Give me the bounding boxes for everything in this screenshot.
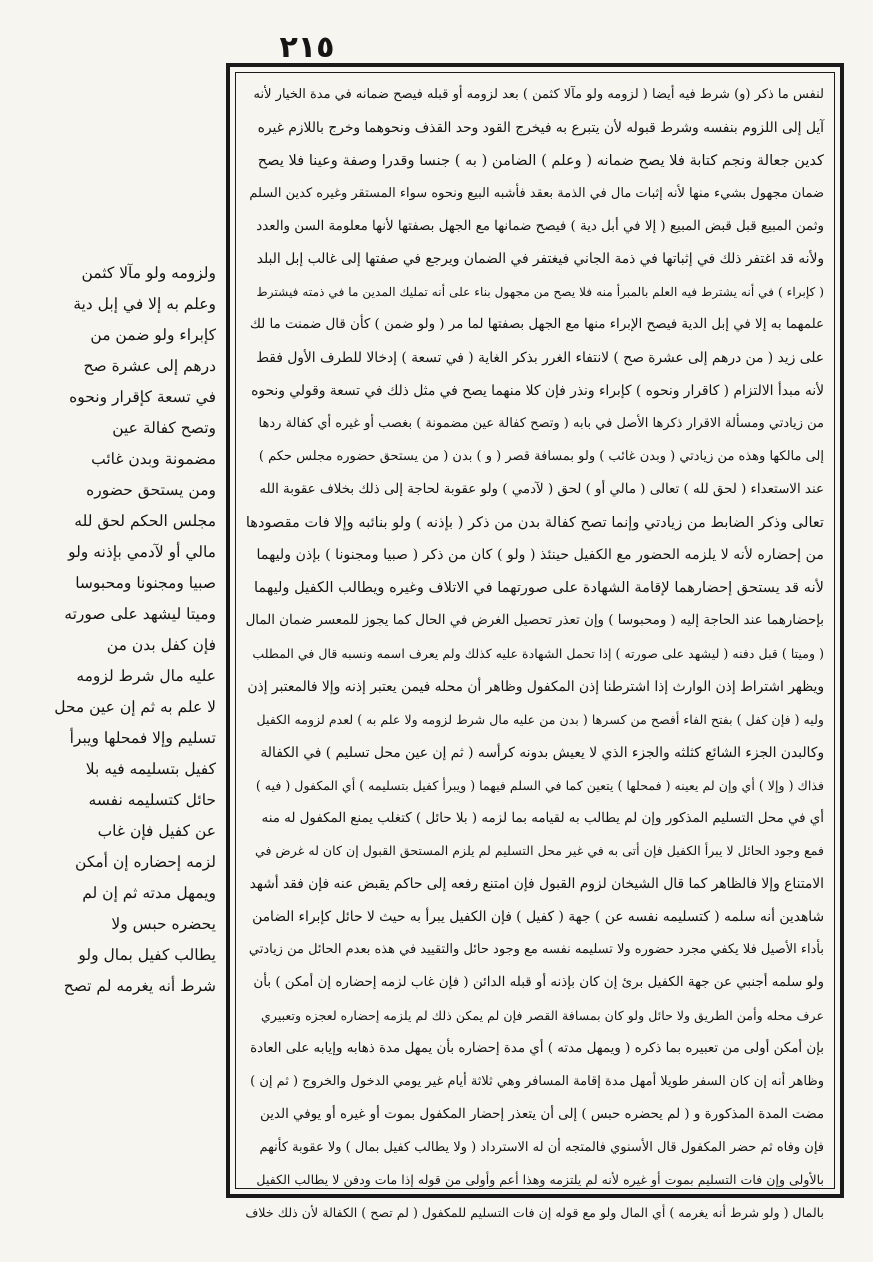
margin-text-line: وتصح كفالة عين	[112, 419, 216, 437]
margin-text-line: حائل كتسليمه نفسه	[88, 791, 216, 809]
main-text-line: بإن أمكن أولى من تعبيره بما ذكره ( ويمهل مدته ) أي مدة إحضاره بأن يمهل مدة ذهابه وإيابه على العادة	[250, 1040, 824, 1056]
margin-text-line: ويمهل مدته ثم إن لم	[82, 884, 216, 902]
main-text-line: ويظهر اشتراط إذن الوارث إذا اشترطنا إذن المكفول وظاهر أن محله فيمن يعتبر إذنه وإلا فالمعتبر إذن	[247, 679, 824, 696]
main-text-line: من إحضاره لأنه لا يلزمه الحضور مع الكفيل حينئذ ( ولو ) كان من ذكر ( صبيا ومجنونا ) بإذن وليهما	[256, 547, 824, 564]
main-text-line: ( وميتا ) قبل دفنه ( ليشهد على صورته ) إذا تحمل الشهادة عليه كذلك ولم يعرف اسمه ونسبه قال في المطلب	[252, 646, 824, 662]
main-text-line: عرف محله وأمن الطريق ولا حائل ولو كان بمسافة القصر فإن لم يمكن ذلك لم يلزمه إحضاره لعجزه وتعبيري	[261, 1007, 824, 1023]
main-text-line: أي في محل التسليم المذكور وإن لم يطالب به لقيامه بما لزمه ( بلا حائل ) كتغلب يمنع المكفول له منه	[261, 810, 824, 826]
main-text-line: بأداء الأصيل فلا يكفي مجرد حضوره ولا تسليمه نفسه مع وجود حائل والتقييد في هذه بعدم الحائل من زيادتي	[248, 942, 824, 958]
margin-text-line: كفيل بتسليمه فيه بلا	[85, 760, 216, 778]
main-text-line: تعالى وذكر الضابط من زيادتي وإنما تصح كفالة بدن من ذكر ( بإذنه ) ولو بنائبه وإلا فات مقصودها	[245, 513, 824, 531]
main-text-line: فمع وجود الحائل لا يبرأ الكفيل فإن أتى به في غير محل التسليم لم يلزم المستحق القبول إن كان له غرض في	[255, 843, 824, 859]
main-text-line: وظاهر أنه إن كان السفر طويلا أمهل مدة إقامة المسافر وهي ثلاثة أيام غير يومي الدخول والخروج ( ثم إن )	[250, 1073, 824, 1089]
margin-text-line: مضمونة وبدن غائب	[91, 450, 216, 468]
margin-text-line: كإبراء ولو ضمن من	[90, 326, 216, 344]
margin-text-line: مالي أو لآدمي بإذنه ولو	[68, 543, 216, 561]
margin-text-line: مجلس الحكم لحق لله	[74, 512, 216, 530]
main-text-line: شاهدين أنه سلمه ( كتسليمه نفسه عن ) جهة ( كفيل ) فإن الكفيل يبرأ به حيث لا حائل كإبراء الضامن	[252, 909, 824, 926]
main-text-line: ولأنه قد اغتفر ذلك في إثباتها في ذمة الجاني فيغتفر في الضمان ويرجع في صفتها إلى غالب إبل البلد	[256, 251, 824, 268]
margin-text-line: في تسعة كإقرار ونحوه	[69, 388, 216, 406]
main-text-line: من زيادتي ومسألة الاقرار ذكرها الأصل في بابه ( وتصح كفالة عين مضمونة ) بغصب أو غيره أي كفالة ردها	[258, 415, 824, 431]
margin-text-line: ومن يستحق حضوره	[86, 481, 216, 499]
main-text-line: بالأولى وإن فات التسليم بموت أو غيره لأنه لم يلتزمه وهذا أعم وأولى من قوله إذا مات ودفن لا يطالب الكفيل	[256, 1172, 824, 1188]
margin-text-line: عن كفيل فإن غاب	[97, 822, 216, 840]
margin-text-line: فإن كفل بدن من	[106, 636, 216, 654]
main-text-line: ضمان مجهول بشيء منها لأنه إثبات مال في الذمة بعقد فأشبه البيع ونحوه سواء المستقر وغيره كدين السلم	[249, 185, 824, 201]
page-number: ٢١٥	[279, 30, 335, 65]
margin-text-column	[44, 258, 216, 1002]
margin-text-line: تسليم وإلا فمحلها ويبرأ	[69, 729, 216, 747]
margin-text-line: يطالب كفيل بمال ولو	[78, 946, 216, 964]
main-text-line: كدين جعالة ونجم كتابة فلا يصح ضمانه ( وعلم ) الضامن ( به ) جنسا وقدرا وصفة وعينا فلا يصح	[257, 151, 824, 169]
main-text-line: لنفس ما ذكر (و) شرط فيه أيضا ( لزومه ولو مآلا كثمن ) بعد لزومه أو قبله فيصح ضمانه في مدة الخيار لأنه	[253, 87, 824, 102]
margin-text-line: عليه مال شرط لزومه	[76, 667, 216, 685]
main-text-line: لأنه مبدأ الالتزام ( كاقرار ونحوه ) كإبراء ونذر فإن كلا منهما يصح في مثل ذلك في تسعة وقولي ونحوه	[251, 383, 824, 400]
margin-text-line: صبيا ومجنونا ومحبوسا	[75, 574, 216, 592]
margin-text-line: ولزومه ولو مآلا كثمن	[81, 264, 216, 282]
margin-text-line: شرط أنه يغرمه لم تصح	[63, 977, 216, 995]
main-text-line: وكالبدن الجزء الشائع كثلثه والجزء الذي لا يعيش بدونه كرأسه ( ثم إن عين محل تسليم ) في الكفالة	[260, 744, 824, 761]
margin-text-line: لا علم به ثم إن عين محل	[54, 698, 216, 716]
main-text-line: وليه ( فإن كفل ) بفتح الفاء أفصح من كسرها ( بدن من عليه مال شرط لزومه ولا علم به ) لعدم لزومه الكفيل	[256, 711, 824, 727]
margin-text-line: وميتا ليشهد على صورته	[64, 605, 216, 623]
main-text-line: مضت المدة المذكورة و ( لم يحضره حبس ) إلى أن يتعذر إحضار المكفول بموت أو غيره أو يوفي الدين	[260, 1106, 824, 1122]
main-text-line: على زيد ( من درهم إلى عشرة صح ) لانتفاء الغرر بذكر الغاية ( في تسعة ) إدخالا للطرف الأول فقط	[256, 350, 824, 367]
main-text-line: آيل إلى اللزوم بنفسه وشرط قبوله لأن يتبرع به فيخرج القود وحد القذف ونحوهما وخرج باللازم غيره	[257, 119, 824, 136]
margin-text-line: يحضره حبس ولا	[111, 915, 216, 933]
main-text-line: عند الاستعداء ( لحق لله ) تعالى ( مالي أو ) لحق ( لآدمي ) ولو عقوبة لحاجة إلى ذلك بخلاف عقوبة الله	[259, 481, 824, 497]
main-text-line: إلى مالكها وهذه من زيادتي ( وبدن غائب ) ولو بمسافة قصر ( و ) بدن ( من يستحق حضوره مجلس حكم )	[258, 448, 824, 464]
margin-text-line: لزمه إحضاره إن أمكن	[75, 853, 216, 871]
main-text-body	[235, 72, 835, 1221]
main-text-frame	[226, 63, 844, 1221]
main-text-line: فذاك ( وإلا ) أي وإن لم يعينه ( فمحلها ) يتعين كما في السلم فيهما ( ويبرأ كفيل بتسليمه ) أي المكفول ( فيه )	[255, 777, 824, 793]
main-text-line: ( كإبراء ) في أنه يشترط فيه العلم بالمبرأ منه فلا يصح من مجهول بناء على أنه تمليك المدين ما في ذمته فيشترط	[256, 285, 824, 300]
main-text-line: الامتناع وإلا فالظاهر كما قال الشيخان لزوم القبول فإن امتنع رفعه إلى حاكم يقبض عنه فإن فقد أشهد	[249, 876, 824, 893]
main-text-line: وثمن المبيع قبل قبض المبيع ( إلا في أبل دية ) فيصح ضمانها مع الجهل بصفتها لأنها معلومة السن والعدد	[256, 218, 824, 234]
margin-text-line: درهم إلى عشرة صح	[83, 357, 216, 375]
main-text-line: فإن وفاه ثم حضر المكفول قال الأسنوي فالمتجه أن له الاسترداد ( ولا يطالب كفيل بمال ) ولا عقوبة كأنهم	[259, 1139, 824, 1155]
main-text-line: بإحضارهما عند الحاجة إليه ( ومحبوسا ) وإن تعذر تحصيل الغرض في الحال كما يجوز للمعسر ضمان المال	[245, 613, 824, 629]
margin-text-line: وعلم به إلا في إبل دية	[73, 295, 216, 313]
main-text-line: ولو سلمه أجنبي عن جهة الكفيل برئ إن كان بإذنه أو قبله الدائن ( فإن غاب لزمه إحضاره إن أمكن ) بأن	[253, 975, 824, 991]
main-text-line: بالمال ( ولو شرط أنه يغرمه ) أي المال ولو مع قوله إن فات التسليم للمكفول ( لم تصح ) الكفالة لأن ذلك خلاف	[245, 1205, 824, 1221]
main-text-line: لأنه قد يستحق إحضارهما لإقامة الشهادة على صورتهما في الاتلاف وغيره ويطالب الكفيل وليهما	[253, 579, 824, 597]
main-text-line: علمهما به إلا في إبل الدية فيصح الإبراء منها مع الجهل بصفتها لما مر ( ولو ضمن ) كأن قال ضمنت ما لك	[249, 317, 824, 333]
